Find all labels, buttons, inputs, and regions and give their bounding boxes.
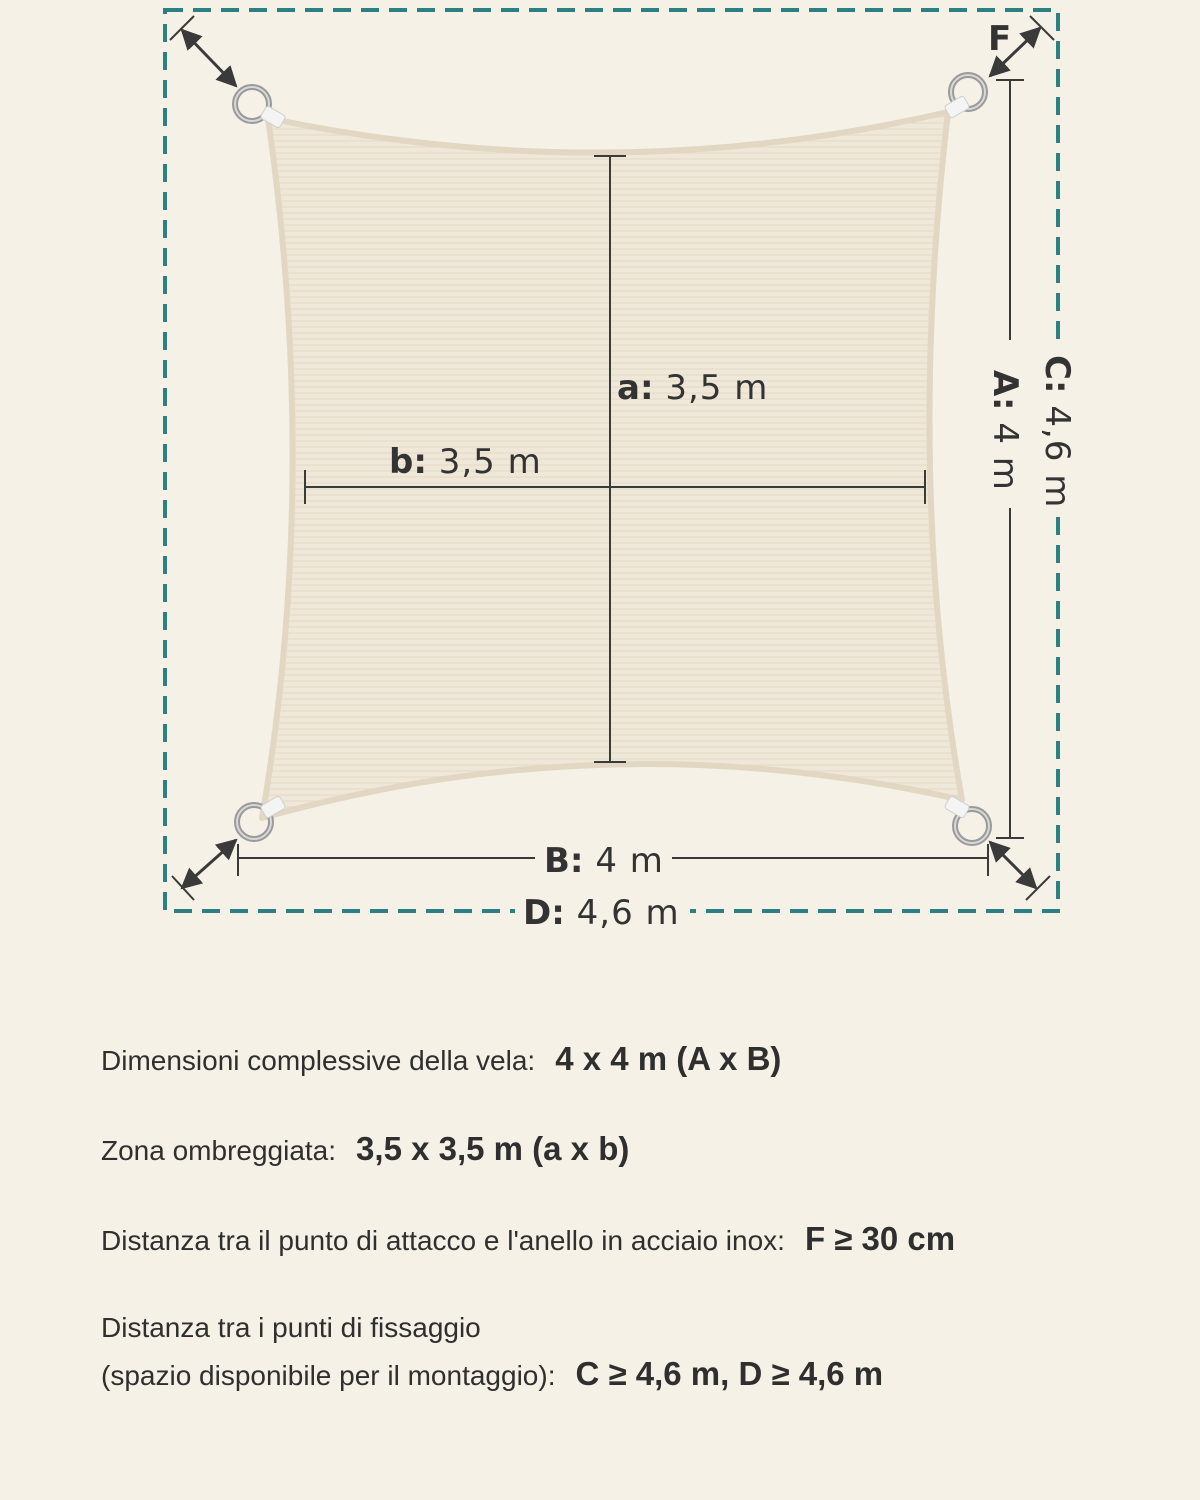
spec-value: 3,5 x 3,5 m (a x b) xyxy=(356,1130,630,1167)
label-D: D: 4,6 m xyxy=(523,893,680,933)
ring-top-right-icon xyxy=(944,75,985,119)
ring-bottom-right-icon xyxy=(944,795,989,843)
label-C: C: 4,6 m xyxy=(1037,355,1077,509)
spec-label: Dimensioni complessive della vela: xyxy=(101,1045,536,1076)
spec-value: F ≥ 30 cm xyxy=(804,1220,956,1257)
spec-label: (spazio disponibile per il montaggio): xyxy=(101,1360,556,1391)
shade-sail xyxy=(262,112,962,818)
spec-value: C ≥ 4,6 m, D ≥ 4,6 m xyxy=(575,1355,884,1392)
spec-mount-distance-line2 xyxy=(101,1355,883,1393)
spec-overall-size xyxy=(101,1040,781,1078)
label-A: A: 4 m xyxy=(985,370,1025,491)
label-b: b: 3,5 m xyxy=(389,442,542,482)
spec-label: Distanza tra i punti di fissaggio xyxy=(101,1312,481,1343)
label-B: B: 4 m xyxy=(544,841,664,881)
label-F: F xyxy=(988,19,1012,59)
spec-label: Zona ombreggiata: xyxy=(101,1135,337,1166)
spec-ring-distance xyxy=(101,1220,955,1258)
spec-mount-distance-line1 xyxy=(101,1312,481,1344)
spec-shaded-area xyxy=(101,1130,629,1168)
ring-top-left-icon xyxy=(235,87,286,129)
label-a: a: 3,5 m xyxy=(617,368,769,408)
spec-label: Distanza tra il punto di attacco e l'anello in acciaio inox: xyxy=(101,1225,785,1256)
spec-value: 4 x 4 m (A x B) xyxy=(555,1040,782,1077)
